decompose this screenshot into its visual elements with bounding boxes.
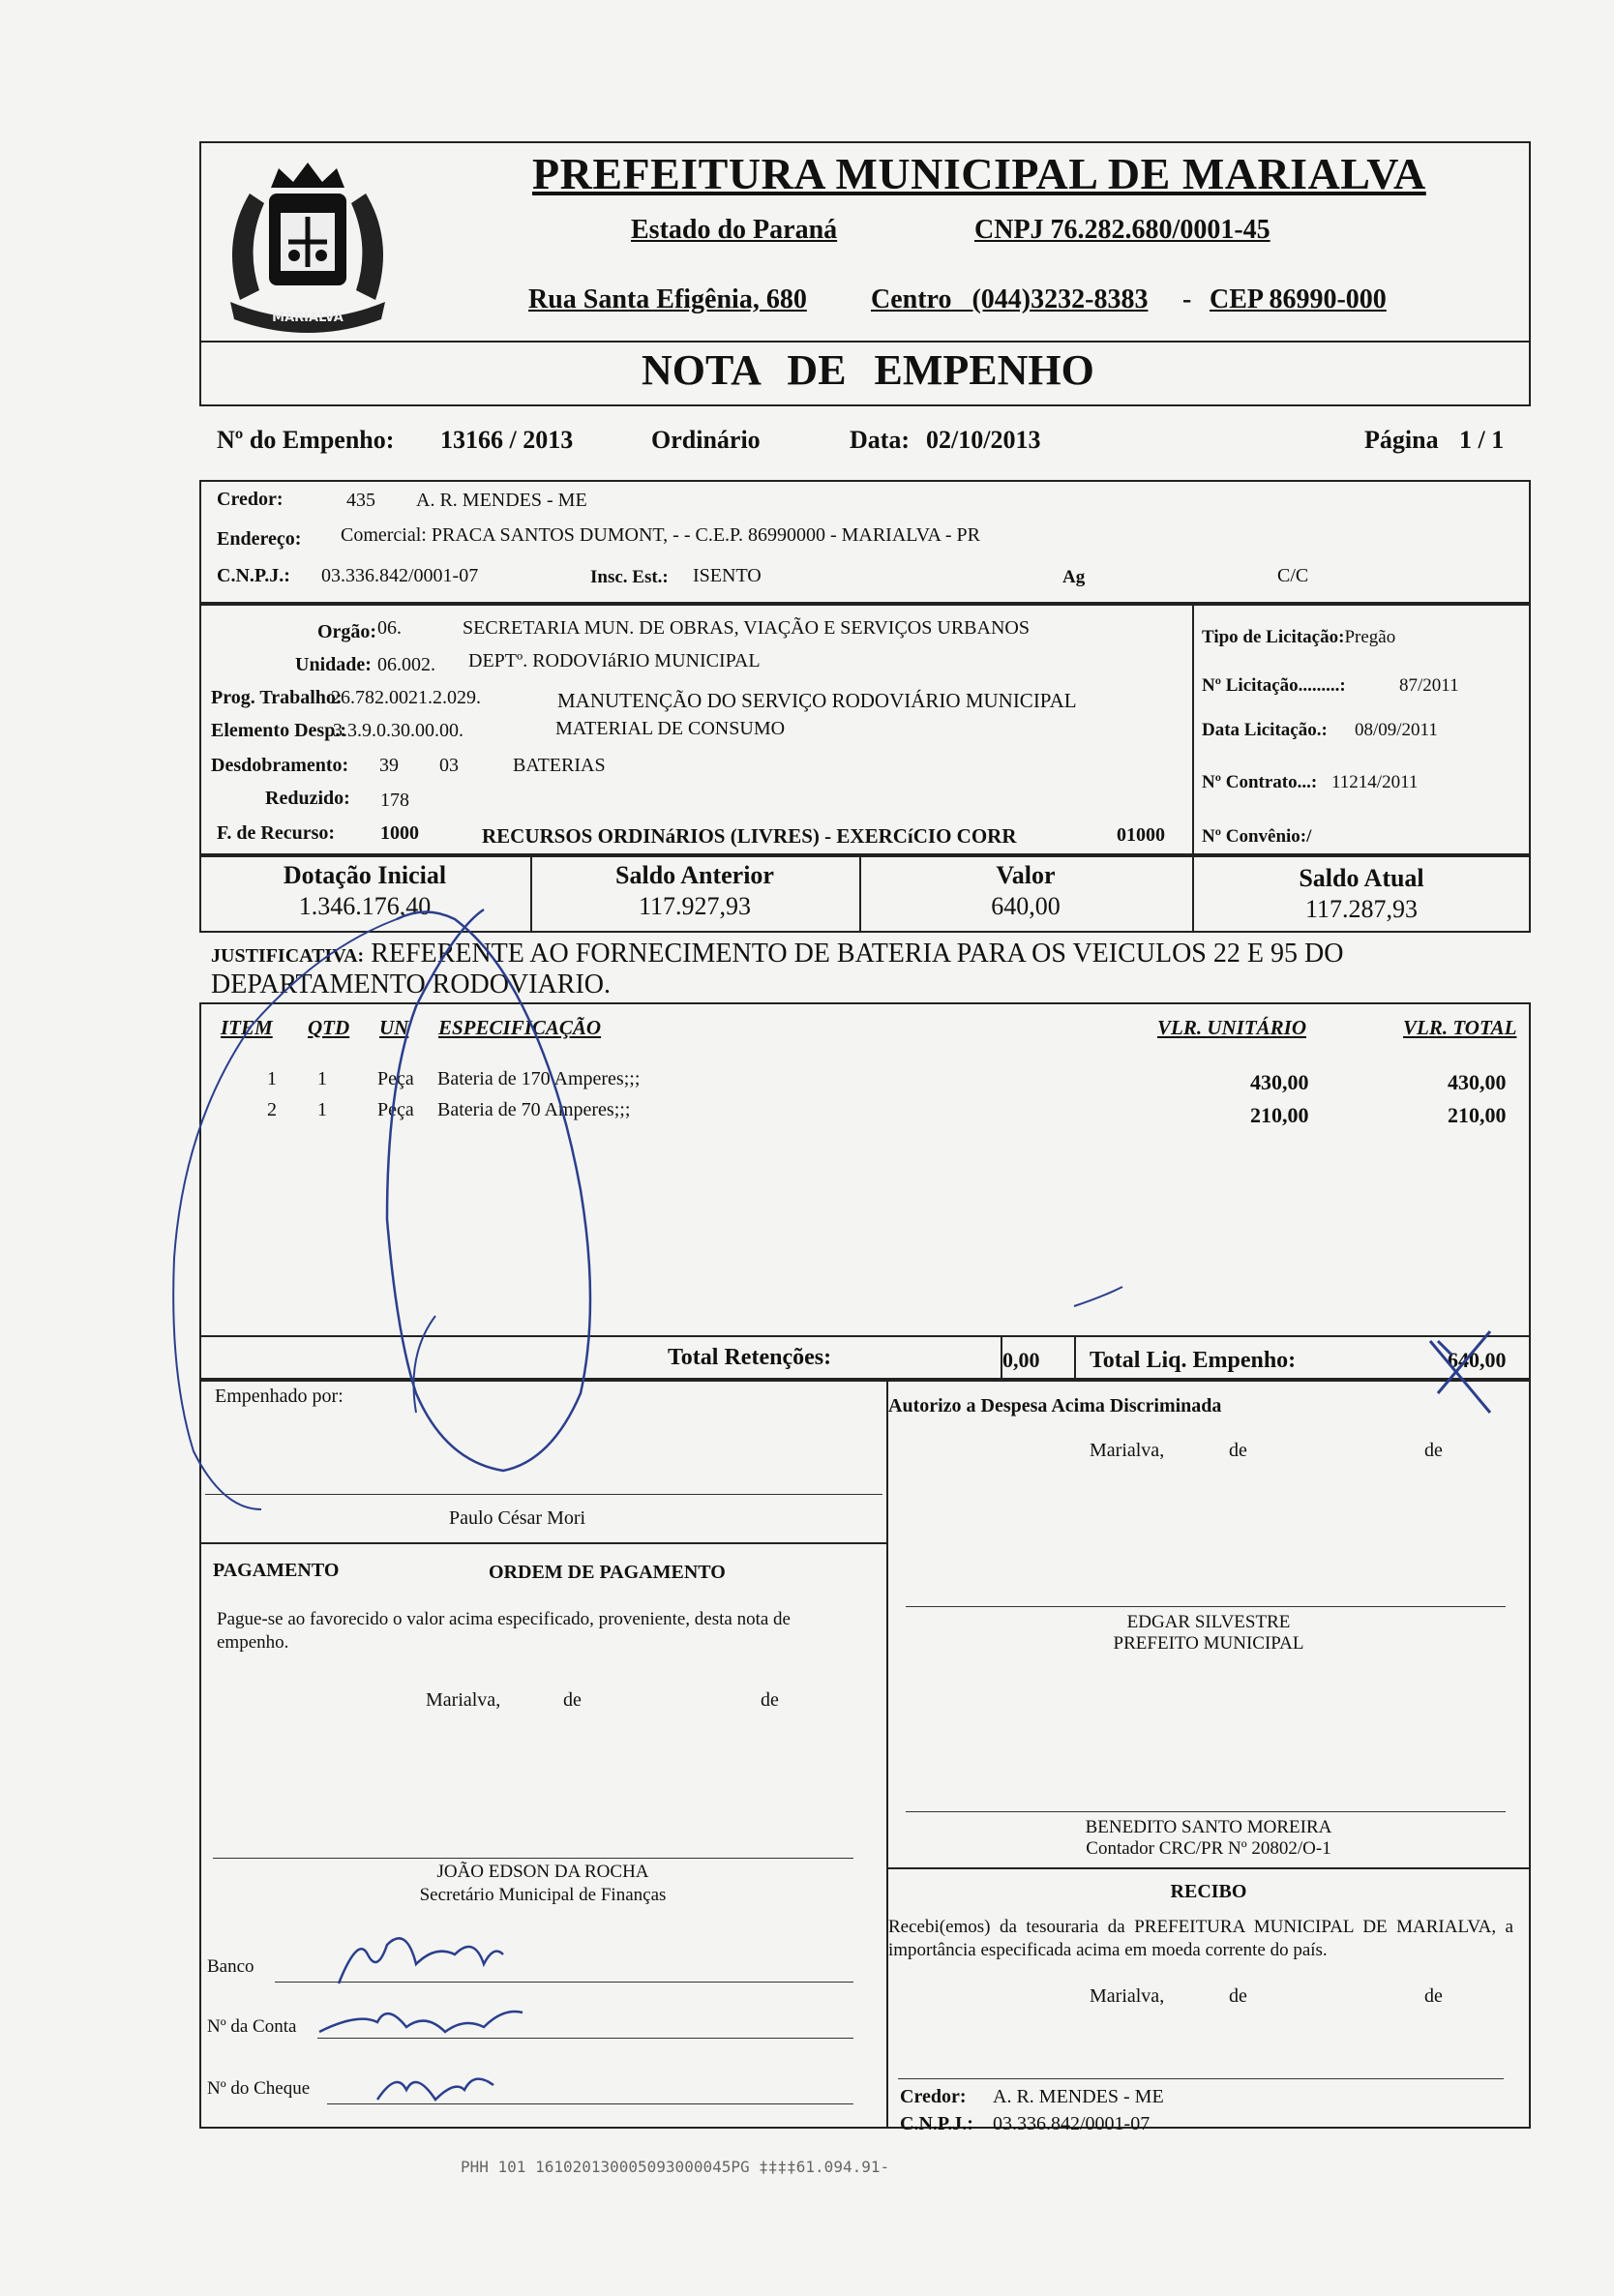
- credor-cnpj: 03.336.842/0001-07: [321, 565, 479, 586]
- justificativa-text1: REFERENTE AO FORNECIMENTO DE BATERIA PARA OS VEICULOS 22 E 95 DO: [371, 939, 1344, 969]
- desdobramento-name: BATERIAS: [513, 755, 606, 776]
- prefeitura-title: PREFEITURA MUNICIPAL DE MARIALVA: [532, 149, 1426, 198]
- items-box: [199, 1002, 1531, 1337]
- recibo-cnpj-value: 03.336.842/0001-07: [993, 2113, 1151, 2134]
- fonte-recurso-code2: 01000: [1117, 824, 1165, 846]
- reduzido-code: 178: [380, 790, 409, 811]
- recibo-credor-name: A. R. MENDES - ME: [993, 2086, 1164, 2107]
- banco-label: Banco: [207, 1956, 254, 1977]
- conta-label: Nº da Conta: [207, 2016, 297, 2037]
- desdobramento-label: Desdobramento:: [211, 755, 349, 776]
- justificativa-line2: DEPARTAMENTO RODOVIARIO.: [211, 969, 611, 999]
- header-separator: -: [1182, 284, 1192, 314]
- saldo-anterior-value: 117.927,93: [638, 892, 752, 920]
- cheque-line: [327, 2103, 853, 2104]
- tipo-licitacao-label: [1202, 627, 1395, 648]
- credor-address: Comercial: PRACA SANTOS DUMONT, - - C.E.P. 86990000 - MARIALVA - PR: [341, 524, 980, 546]
- tipo-licitacao-label-text: Tipo de Licitação:: [1202, 627, 1345, 647]
- credor-name: A. R. MENDES - ME: [416, 490, 587, 511]
- footer-code: PHH 101 161020130005093000045PG ‡‡‡‡61.094.91-: [461, 2158, 890, 2176]
- page-label: Página: [1364, 426, 1439, 454]
- secretario-title: Secretário Municipal de Finanças: [419, 1885, 667, 1905]
- tipo-licitacao-value: Pregão: [1344, 627, 1396, 647]
- col-header-vlr-total: VLR. TOTAL: [1403, 1016, 1517, 1039]
- credor-insc: ISENTO: [693, 565, 762, 586]
- elemento-code: 3.3.9.0.30.00.00.: [333, 720, 463, 741]
- col-header-item: ITEM: [221, 1016, 273, 1039]
- empenho-date: 02/10/2013: [926, 426, 1041, 454]
- contrato-value: 11214/2011: [1331, 772, 1419, 792]
- empenho-number: 13166 / 2013: [440, 426, 574, 454]
- justificativa-label: JUSTIFICATIVA:: [211, 945, 365, 967]
- row1-spec: Bateria de 170 Amperes;;;: [437, 1068, 641, 1089]
- elemento-name: MATERIAL DE CONSUMO: [555, 718, 786, 739]
- row1-item: 1: [267, 1068, 277, 1089]
- autorizo-de2: de: [1424, 1440, 1443, 1461]
- header-divider: [199, 341, 1531, 343]
- header-cep: CEP 86990-000: [1210, 284, 1387, 314]
- valor-label: Valor: [996, 861, 1056, 889]
- pague-de1: de: [563, 1689, 582, 1711]
- liq-empenho-value: 640,00: [1448, 1348, 1507, 1372]
- row2-qtd: 1: [317, 1099, 327, 1120]
- row2-vlr-unitario: 210,00: [1250, 1103, 1309, 1127]
- saldo-atual-value: 117.287,93: [1304, 895, 1419, 923]
- licitacao-divider: [1192, 604, 1194, 855]
- header-phone: Centro (044)3232-8383: [871, 284, 1149, 314]
- liq-empenho-label: Total Liq. Empenho:: [1090, 1348, 1297, 1373]
- valor-value: 640,00: [991, 892, 1061, 920]
- cc-label: C/C: [1277, 565, 1309, 586]
- cheque-label: Nº do Cheque: [207, 2078, 311, 2099]
- page-number: 1 / 1: [1459, 426, 1505, 454]
- empenho-label: Nº do Empenho:: [217, 426, 395, 454]
- header-address: Rua Santa Efigênia, 680: [528, 284, 807, 314]
- municipal-crest-logo: [211, 155, 404, 339]
- row1-un: Peça: [377, 1068, 414, 1089]
- dotacao-inicial-value: 1.346.176,40: [298, 892, 432, 920]
- totals-div-2: [1074, 1335, 1076, 1380]
- svg-text:MARIALVA: MARIALVA: [272, 311, 344, 325]
- row1-qtd: 1: [317, 1068, 327, 1089]
- prog-code: 26.782.0021.2.029.: [331, 687, 481, 708]
- num-licitacao-value: 87/2011: [1399, 675, 1459, 696]
- orgao-label: Orgão:: [317, 621, 377, 642]
- recibo-cnpj-label: C.N.P.J.:: [900, 2113, 973, 2134]
- signatures-divider: [886, 1380, 888, 2129]
- desdobramento-code2: 03: [439, 755, 459, 776]
- estado-label: Estado do Paraná: [631, 215, 838, 245]
- recibo-text: Recebi(emos) da tesouraria da PREFEITURA MUNICIPAL DE MARIALVA, a importância especificada acima em moeda corrente do país.: [888, 1917, 1513, 1960]
- contador-name: BENEDITO SANTO MOREIRA: [1085, 1817, 1332, 1837]
- document-title: NOTA DE EMPENHO: [642, 346, 1094, 394]
- recibo-de1: de: [1229, 1985, 1247, 2007]
- pague-city: Marialva,: [426, 1689, 501, 1711]
- header-cnpj: CNPJ 76.282.680/0001-45: [974, 215, 1270, 245]
- secretario-signature-line: [213, 1858, 853, 1859]
- recibo-divider: [886, 1867, 1531, 1869]
- secretario-name: JOÃO EDSON DA ROCHA: [436, 1862, 649, 1882]
- empenhado-signature-line: [205, 1494, 882, 1495]
- prefeito-title: PREFEITO MUNICIPAL: [1113, 1633, 1304, 1654]
- fonte-recurso-label: F. de Recurso:: [217, 822, 336, 844]
- pague-de2: de: [761, 1689, 779, 1711]
- ag-label: Ag: [1062, 567, 1086, 587]
- fonte-recurso-code: 1000: [380, 822, 419, 844]
- fonte-recurso-name: RECURSOS ORDINáRIOS (LIVRES) - EXERCíCIO CORR: [482, 824, 1017, 848]
- prog-label: Prog. Trabalho:: [211, 687, 343, 708]
- saldo-atual-label: Saldo Atual: [1299, 864, 1424, 892]
- num-licitacao-label: Nº Licitação.........:: [1202, 675, 1346, 696]
- prefeito-signature-line: [906, 1606, 1506, 1607]
- signatures-box: [199, 1380, 1531, 2129]
- orgao-code: 06.: [377, 617, 402, 639]
- banco-line: [275, 1982, 853, 1983]
- pagamento-divider: [199, 1542, 886, 1544]
- contrato-label: Nº Contrato...:: [1202, 772, 1318, 792]
- unidade-label: Unidade:: [295, 654, 372, 675]
- row2-item: 2: [267, 1099, 277, 1120]
- cnpj-label: C.N.P.J.:: [217, 565, 290, 586]
- ordem-pagamento-label: ORDEM DE PAGAMENTO: [489, 1562, 726, 1583]
- data-licitacao-label: Data Licitação.:: [1202, 720, 1328, 740]
- row2-vlr-total: 210,00: [1448, 1103, 1507, 1127]
- recibo-city: Marialva,: [1090, 1985, 1165, 2007]
- elemento-label: Elemento Desp.:: [211, 720, 346, 741]
- totals-box: [199, 1335, 1531, 1380]
- contador-signature-line: [906, 1811, 1506, 1812]
- saldo-anterior-label: Saldo Anterior: [615, 861, 774, 889]
- col-header-qtd: QTD: [308, 1016, 350, 1039]
- address-label: Endereço:: [217, 528, 302, 550]
- conta-line: [317, 2038, 853, 2039]
- dotacao-inicial-label: Dotação Inicial: [283, 861, 447, 889]
- pagamento-label: PAGAMENTO: [213, 1560, 340, 1581]
- pague-text: Pague-se ao favorecido o valor acima especificado, proveniente, desta nota de empenho.: [217, 1609, 791, 1653]
- reduzido-label: Reduzido:: [265, 788, 350, 809]
- recibo-credor-label: Credor:: [900, 2086, 967, 2107]
- recibo-label: RECIBO: [1170, 1881, 1247, 1902]
- data-licitacao-value: 08/09/2011: [1355, 720, 1438, 740]
- empenhado-por-label: Empenhado por:: [215, 1386, 344, 1407]
- orgao-name: SECRETARIA MUN. DE OBRAS, VIAÇÃO E SERVIÇOS URBANOS: [463, 617, 1030, 639]
- autorizo-text: Autorizo a Despesa Acima Discriminada: [888, 1395, 1222, 1416]
- prog-name: MANUTENÇÃO DO SERVIÇO RODOVIÁRIO MUNICIPAL: [557, 689, 1077, 712]
- empenhado-name: Paulo César Mori: [449, 1507, 586, 1529]
- retencoes-label: Total Retenções:: [668, 1345, 832, 1370]
- autorizo-city: Marialva,: [1090, 1440, 1165, 1461]
- row1-vlr-unitario: 430,00: [1250, 1070, 1309, 1094]
- recibo-de2: de: [1424, 1985, 1443, 2007]
- convenio-label: Nº Convênio:/: [1202, 826, 1312, 847]
- retencoes-value: 0,00: [1002, 1348, 1040, 1372]
- col-header-vlr-unitario: VLR. UNITÁRIO: [1157, 1016, 1307, 1039]
- insc-label: Insc. Est.:: [590, 567, 669, 587]
- desdobramento-code1: 39: [379, 755, 399, 776]
- col-header-un: UN: [379, 1016, 409, 1039]
- contador-title: Contador CRC/PR Nº 20802/O-1: [1086, 1838, 1331, 1859]
- credor-label: Credor:: [217, 489, 284, 510]
- autorizo-de1: de: [1229, 1440, 1247, 1461]
- empenho-date-label: Data:: [850, 426, 911, 454]
- unidade-code: 06.002.: [377, 654, 435, 675]
- prefeito-name: EDGAR SILVESTRE: [1126, 1612, 1291, 1632]
- row1-vlr-total: 430,00: [1448, 1070, 1507, 1094]
- col-header-spec: ESPECIFICAÇÃO: [438, 1016, 602, 1039]
- credor-signature-line: [898, 2078, 1504, 2079]
- credor-code: 435: [346, 490, 375, 511]
- unidade-name: DEPTº. RODOVIáRIO MUNICIPAL: [468, 650, 761, 671]
- row2-un: Peça: [377, 1099, 414, 1120]
- justificativa-line1: [211, 939, 1343, 969]
- row2-spec: Bateria de 70 Amperes;;;: [437, 1099, 631, 1120]
- empenho-type: Ordinário: [651, 426, 761, 454]
